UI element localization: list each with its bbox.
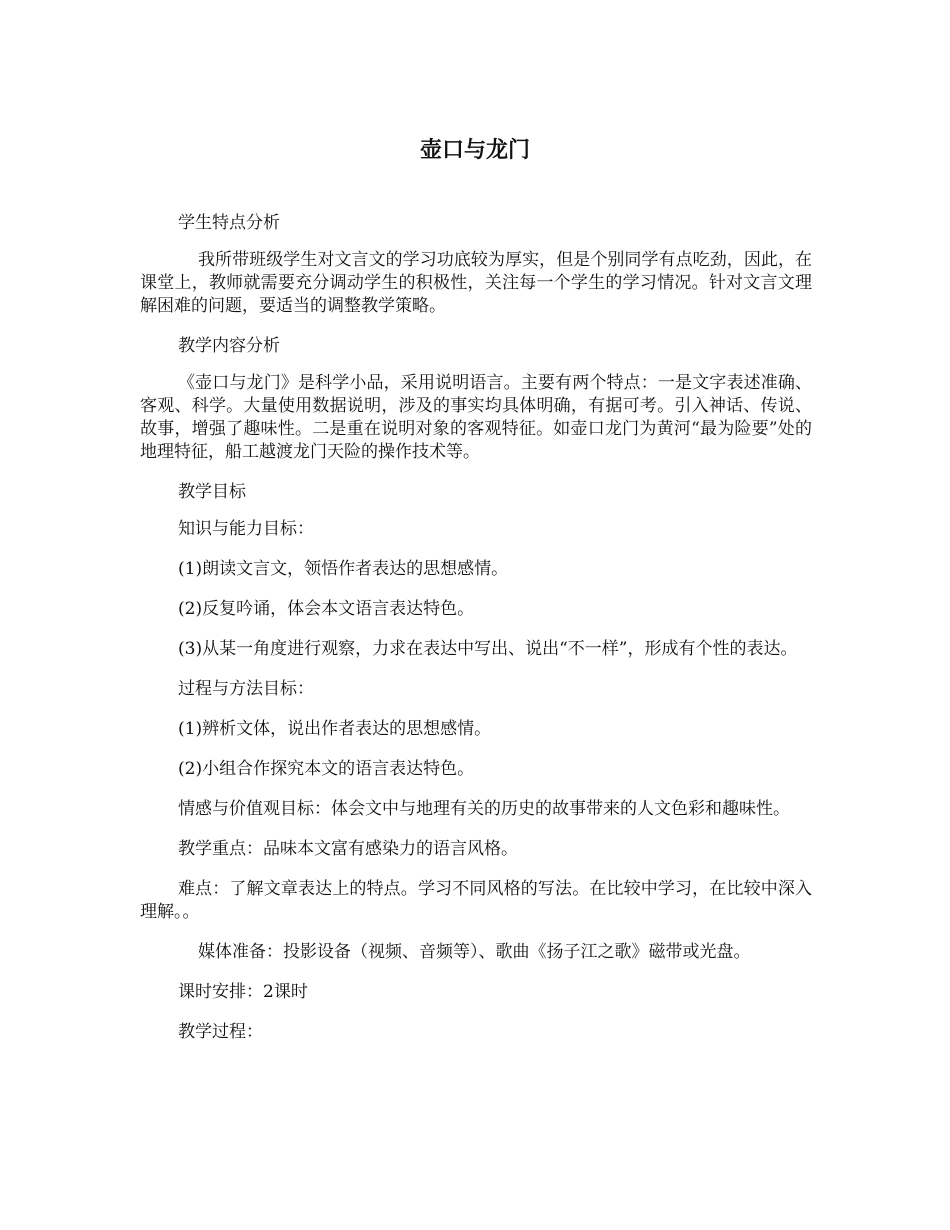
process-goal-item-2: (2)小组合作探究本文的语言表达特色。 <box>178 759 475 779</box>
subheading-knowledge-goals: 知识与能力目标： <box>178 519 314 539</box>
paragraph-class-schedule: 课时安排：2课时 <box>178 982 308 1002</box>
paragraph-teaching-focus: 教学重点：品味本文富有感染力的语言风格。 <box>178 839 518 859</box>
paragraph-difficulties: 难点：了解文章表达上的特点。学习不同风格的写法。在比较中学习，在比较中深入理解。。 <box>140 879 812 922</box>
paragraph-emotion-goals: 情感与价值观目标：体会文中与地理有关的历史的故事带来的人文色彩和趣味性。 <box>178 799 790 819</box>
document-title: 壶口与龙门 <box>419 138 530 163</box>
paragraph-student-analysis: 我所带班级学生对文言文的学习功底较为厚实，但是个别同学有点吃劲，因此，在课堂上，教师就需要充分调动学生的积极性，关注每一个学生的学习情况。针对文言文理解困难的问题，要适当的调整教学策略。 <box>140 250 812 316</box>
process-goal-item-1: (1)辨析文体，说出作者表达的思想感情。 <box>178 719 492 739</box>
document-body <box>140 212 812 1061</box>
subheading-process-goals: 过程与方法目标： <box>178 679 314 699</box>
paragraph-content-analysis: 《壶口与龙门》是科学小品，采用说明语言。主要有两个特点：一是文字表述准确、客观、科学。大量使用数据说明，涉及的事实均具体明确，有据可考。引入神话、传说、故事，增强了趣味性。二是重在说明对象的客观特征。如壶口龙门为黄河“最为险要”处的地理特征，船工越渡龙门天险的操作技术等。 <box>140 373 812 462</box>
paragraph-teaching-process: 教学过程： <box>178 1022 263 1042</box>
section-heading-student-analysis: 学生特点分析 <box>178 213 280 233</box>
section-heading-content-analysis: 教学内容分析 <box>178 336 280 356</box>
goal-item-3: (3)从某一角度进行观察，力求在表达中写出、说出“不一样”，形成有个性的表达。 <box>178 639 798 659</box>
goal-item-2: (2)反复吟诵，体会本文语言表达特色。 <box>178 599 475 619</box>
section-heading-teaching-goals: 教学目标 <box>178 482 246 502</box>
paragraph-media-prep: 媒体准备：投影设备（视频、音频等）、歌曲《扬子江之歌》磁带或光盘。 <box>198 942 751 962</box>
goal-item-1: (1)朗读文言文，领悟作者表达的思想感情。 <box>178 559 509 579</box>
